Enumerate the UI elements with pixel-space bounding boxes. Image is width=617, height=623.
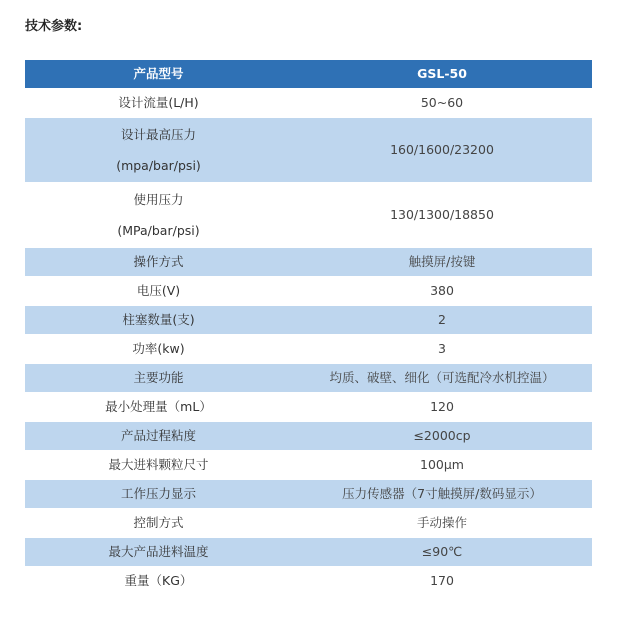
- row-name-line: 控制方式: [133, 515, 184, 530]
- row-value-cell: 120: [292, 393, 592, 422]
- row-name-cell: [25, 364, 292, 393]
- row-name-line: 操作方式: [133, 254, 184, 269]
- row-name-line: 功率(kw): [132, 341, 185, 356]
- spec-table: [25, 60, 592, 595]
- row-name-line: 产品过程粘度: [120, 428, 196, 443]
- header-name-cell: 产品型号: [25, 60, 292, 89]
- table-row: [25, 118, 592, 183]
- row-name-cell: [25, 183, 292, 248]
- table-row: [25, 509, 592, 538]
- row-value-cell: 170: [292, 567, 592, 596]
- row-value-cell: 触摸屏/按键: [292, 248, 592, 277]
- row-name-line: (MPa/bar/psi): [117, 222, 200, 238]
- row-name-cell: [25, 89, 292, 118]
- row-name-cell: [25, 538, 292, 567]
- row-value-cell: 3: [292, 335, 592, 364]
- row-value-cell: 380: [292, 277, 592, 306]
- table-row: [25, 451, 592, 480]
- table-row: [25, 480, 592, 509]
- row-name-cell: [25, 509, 292, 538]
- row-name-line: (mpa/bar/psi): [116, 157, 201, 173]
- row-name-line: 设计最高压力: [120, 126, 196, 142]
- row-value-cell: 手动操作: [292, 509, 592, 538]
- row-value-cell: 100μm: [292, 451, 592, 480]
- table-row: [25, 364, 592, 393]
- row-value-cell: 160/1600/23200: [292, 118, 592, 183]
- row-name-cell: [25, 480, 292, 509]
- row-name-line: 主要功能: [133, 370, 184, 385]
- table-row: [25, 277, 592, 306]
- row-value-cell: 压力传感器（7寸触摸屏/数码显示）: [292, 480, 592, 509]
- row-name-cell: [25, 248, 292, 277]
- row-name-cell: [25, 277, 292, 306]
- row-name-cell: [25, 118, 292, 183]
- row-name-cell: [25, 335, 292, 364]
- row-name-cell: [25, 451, 292, 480]
- section-title: 技术参数:: [25, 19, 83, 34]
- table-row: [25, 306, 592, 335]
- row-name-line: 设计流量(L/H): [118, 95, 199, 110]
- table-row: [25, 422, 592, 451]
- row-value-cell: 2: [292, 306, 592, 335]
- row-name-line: 使用压力: [133, 191, 184, 207]
- row-value-cell: ≤90℃: [292, 538, 592, 567]
- table-row: [25, 248, 592, 277]
- table-row: [25, 335, 592, 364]
- row-name-line: 最大产品进料温度: [108, 544, 209, 559]
- row-name-line: 电压(V): [136, 283, 181, 298]
- table-row: [25, 538, 592, 567]
- row-name-line: 最小处理量（mL）: [105, 399, 212, 414]
- row-name-line: 最大进料颗粒尺寸: [108, 457, 209, 472]
- row-value-cell: 50~60: [292, 89, 592, 118]
- row-name-line: 重量（KG）: [124, 573, 193, 588]
- header-value-cell: GSL-50: [292, 60, 592, 89]
- table-row: [25, 393, 592, 422]
- row-value-cell: 130/1300/18850: [292, 183, 592, 248]
- row-value-cell: ≤2000cp: [292, 422, 592, 451]
- row-name-cell: [25, 393, 292, 422]
- row-name-line: 柱塞数量(支): [122, 312, 195, 327]
- table-row: [25, 183, 592, 248]
- table-row: [25, 89, 592, 118]
- row-value-cell: 均质、破壁、细化（可选配冷水机控温）: [292, 364, 592, 393]
- table-row: [25, 567, 592, 596]
- row-name-cell: [25, 422, 292, 451]
- row-name-line: 工作压力显示: [120, 486, 196, 501]
- table-header-row: [25, 60, 592, 89]
- row-name-cell: [25, 306, 292, 335]
- row-name-cell: [25, 567, 292, 596]
